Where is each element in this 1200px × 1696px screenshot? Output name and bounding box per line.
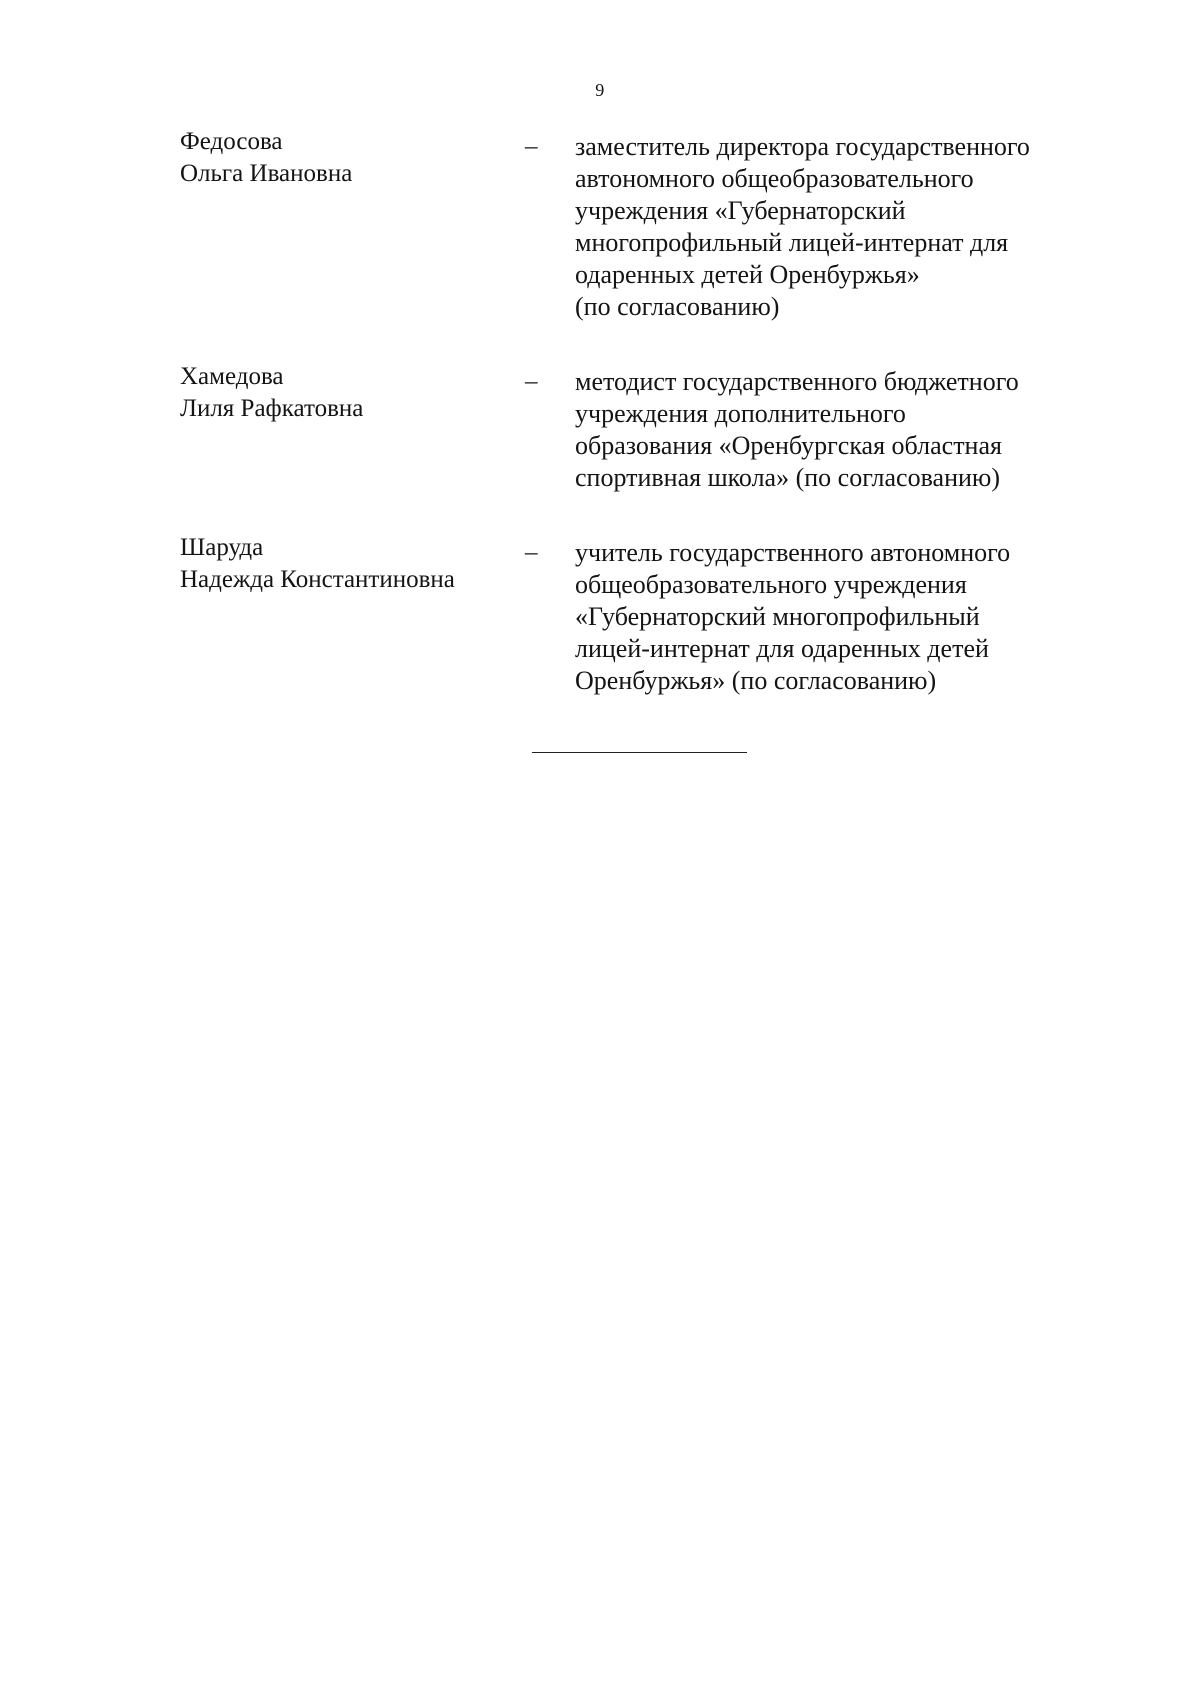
member-name [180,532,525,596]
member-position [575,131,1080,323]
member-position [575,366,1080,494]
position-line: образования «Оренбургская областная [575,431,1002,460]
position-line: автономного общеобразовательного [575,164,974,193]
position-line: (по согласованию) [575,292,780,321]
position-line: лицей-интернат для одаренных детей [575,634,989,663]
member-position [575,537,1080,697]
position-line: «Губернаторский многопрофильный [575,602,980,631]
position-line: учреждения «Губернаторский [575,196,906,225]
position-line: заместитель директора государственного [575,132,1030,161]
position-line: учреждения дополнительного [575,399,906,428]
member-entry [180,126,1100,323]
member-given-names: Надежда Константиновна [180,566,455,593]
position-line: Оренбуржья» (по согласованию) [575,666,937,695]
position-line: спортивная школа» (по согласованию) [575,463,1000,492]
page-number: 9 [595,80,605,100]
member-surname: Шаруда [180,534,264,561]
position-line: методист государственного бюджетного [575,367,1019,396]
member-list [180,126,1100,697]
position-line: одаренных детей Оренбуржья» [575,260,920,289]
position-line: общеобразовательного учреждения [575,570,967,599]
member-given-names: Ольга Ивановна [180,160,353,187]
dash-separator: – [525,539,538,566]
position-line: многопрофильный лицей-интернат для [575,228,1009,257]
member-name [180,361,525,425]
dash-separator: – [525,133,538,160]
member-entry [180,361,1100,494]
dash-separator: – [525,368,538,395]
member-surname: Федосова [180,128,283,155]
end-of-list-rule [532,752,747,753]
position-line: учитель государственного автономного [575,538,1011,567]
member-name [180,126,525,190]
member-surname: Хамедова [180,363,284,390]
member-given-names: Лиля Рафкатовна [180,395,364,422]
member-entry [180,532,1100,697]
